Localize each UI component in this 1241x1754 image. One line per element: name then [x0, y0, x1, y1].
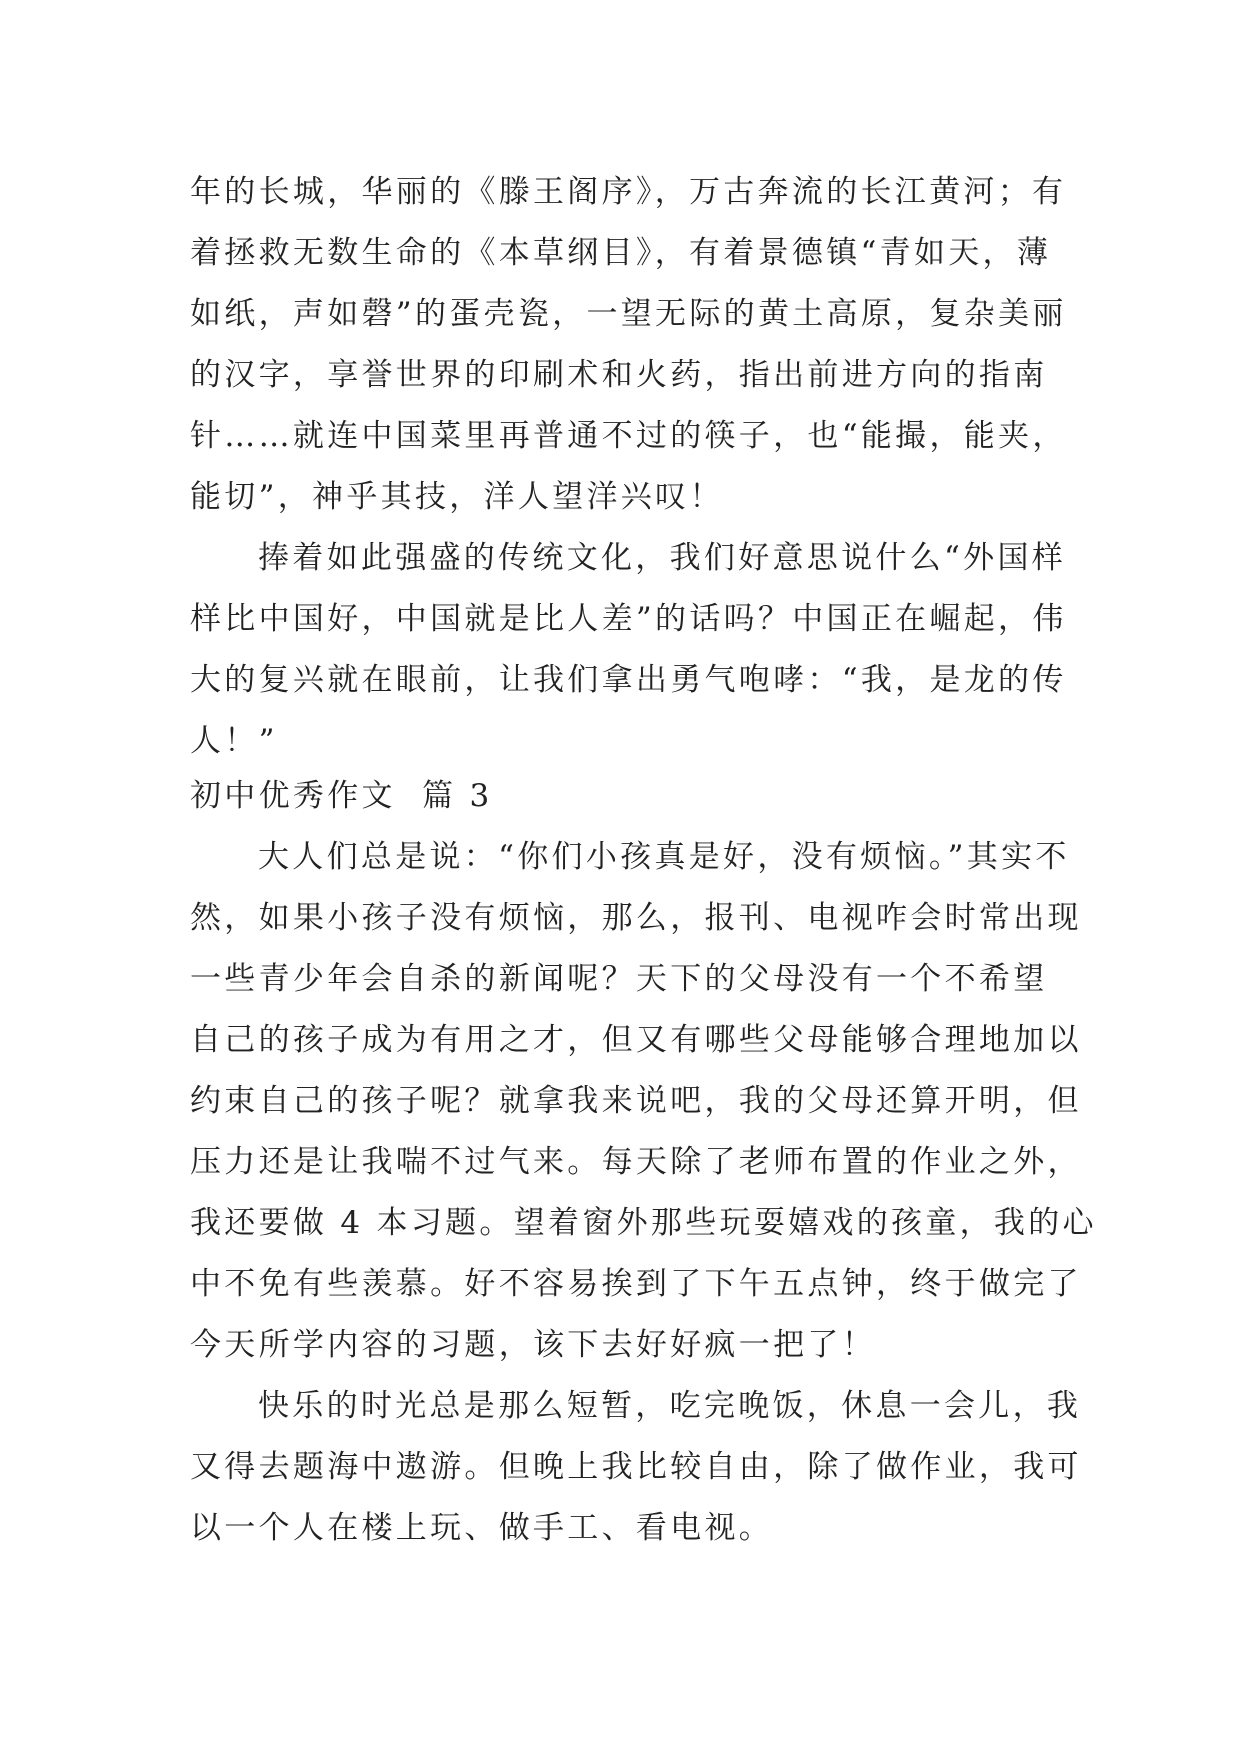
text-line: 样比中国好，中国就是比人差”的话吗？中国正在崛起，伟: [190, 601, 1067, 637]
paragraph-culture-list: [190, 162, 1067, 528]
text-line: 以一个人在楼上玩、做手工、看电视。: [190, 1510, 774, 1546]
text-line: 如纸，声如磬”的蛋壳瓷，一望无际的黄土高原，复杂美丽: [190, 296, 1067, 332]
paragraph-evening: [190, 1376, 1082, 1559]
text-line: 又得去题海中遨游。但晚上我比较自由，除了做作业，我可: [190, 1449, 1082, 1485]
text-line: 能切”，神乎其技，洋人望洋兴叹！: [190, 479, 724, 515]
text-line: 着拯救无数生命的《本草纲目》，有着景德镇“青如天，薄: [190, 235, 1052, 271]
text-line: 中不免有些羡慕。好不容易挨到了下午五点钟，终于做完了: [190, 1266, 1082, 1302]
essay-section-3: [190, 766, 1097, 1559]
text-line: 人！”: [190, 723, 278, 759]
text-line: 压力还是让我喘不过气来。每天除了老师布置的作业之外，: [190, 1144, 1082, 1180]
paragraph-worries: [190, 827, 1097, 1376]
text-line: 今天所学内容的习题，该下去好好疯一把了！: [190, 1327, 876, 1363]
text-line: 自己的孩子成为有用之才，但又有哪些父母能够合理地加以: [190, 1022, 1082, 1058]
text-line: 年的长城，华丽的《滕王阁序》，万古奔流的长江黄河；有: [190, 174, 1067, 210]
essay-continuation: [190, 162, 1067, 772]
text-line: 的汉字，享誉世界的印刷术和火药，指出前进方向的指南: [190, 357, 1048, 393]
text-line: 大的复兴就在眼前，让我们拿出勇气咆哮：“我，是龙的传: [190, 662, 1067, 698]
text-line: 快乐的时光总是那么短暂，吃完晚饭，休息一会儿，我: [258, 1388, 1082, 1424]
text-line: 针……就连中国菜里再普通不过的筷子，也“能撮，能夹，: [190, 418, 1067, 454]
text-line: 我还要做 4 本习题。望着窗外那些玩耍嬉戏的孩童，我的心: [190, 1205, 1097, 1241]
text-line: 一些青少年会自杀的新闻呢？天下的父母没有一个不希望: [190, 961, 1048, 997]
text-line: 约束自己的孩子呢？就拿我来说吧，我的父母还算开明，但: [190, 1083, 1082, 1119]
section-heading: 初中优秀作文 篇 3: [190, 778, 493, 814]
text-line: 然，如果小孩子没有烦恼，那么，报刊、电视咋会时常出现: [190, 900, 1082, 936]
text-line: 大人们总是说：“你们小孩真是好，没有烦恼。”其实不: [258, 839, 1070, 875]
text-line: 捧着如此强盛的传统文化，我们好意思说什么“外国样: [258, 540, 1067, 576]
paragraph-conclusion: [190, 528, 1067, 772]
